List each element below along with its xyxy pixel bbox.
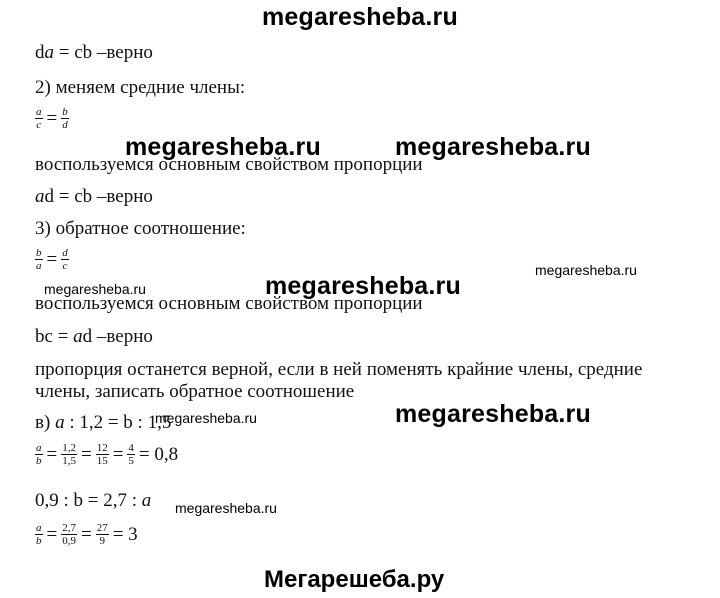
fraction xyxy=(61,106,69,131)
fraction xyxy=(35,247,43,272)
denominator: c xyxy=(36,119,42,131)
denominator: 1,5 xyxy=(62,455,76,467)
text-line-5: 3) обратное соотношение: xyxy=(35,218,246,239)
text-line-4 xyxy=(35,186,153,208)
fraction xyxy=(35,442,43,467)
watermark-small-4: megaresheba.ru xyxy=(175,500,277,516)
fraction xyxy=(35,106,43,131)
text-pre: в) xyxy=(35,412,56,433)
fraction xyxy=(61,522,77,547)
denominator: 9 xyxy=(99,535,105,547)
var-a: a xyxy=(55,412,65,433)
equals: = xyxy=(46,248,58,270)
text-line-11 xyxy=(35,490,151,512)
watermark-small-1: megaresheba.ru xyxy=(535,262,637,278)
denominator: 0,9 xyxy=(62,535,76,547)
denominator: b xyxy=(36,455,42,467)
var-a: a xyxy=(44,42,54,63)
numerator: d xyxy=(62,247,68,259)
text-line-3: воспользуемся основным свойством пропорции xyxy=(35,154,423,175)
denominator: 15 xyxy=(96,455,108,467)
fraction xyxy=(96,522,109,547)
numerator: 2,7 xyxy=(62,522,76,534)
watermark-2: megaresheba.ru xyxy=(395,133,591,161)
fraction xyxy=(127,442,135,467)
numerator: 27 xyxy=(96,522,108,534)
watermark-1: megaresheba.ru xyxy=(125,133,321,161)
fraction xyxy=(96,442,109,467)
text-line-1 xyxy=(35,42,153,64)
text-pre: bc = xyxy=(35,326,74,347)
fraction xyxy=(35,522,43,547)
watermark-small-3: megaresheba.ru xyxy=(155,410,257,426)
watermark-3: megaresheba.ru xyxy=(265,272,461,300)
text-rest: d = cb –верно xyxy=(44,186,153,207)
equals: = xyxy=(46,443,58,465)
text-eq: = cb –верно xyxy=(54,42,153,63)
var-a: a xyxy=(141,490,152,511)
formula-3 xyxy=(35,442,182,467)
watermark-small-2: megaresheba.ru xyxy=(44,281,146,297)
text-d: d xyxy=(35,42,45,63)
fraction xyxy=(61,247,69,272)
text-pre: 0,9 : b = 2,7 : xyxy=(35,490,142,511)
var-a: a xyxy=(35,186,45,207)
text-post: : 1,2 = b : 1,5 xyxy=(64,412,172,433)
formula-4 xyxy=(35,522,142,547)
text-post: d –верно xyxy=(82,326,153,347)
text-line-2: 2) меняем средние члены: xyxy=(35,77,246,98)
text-line-8: пропорция останется верной, если в ней поменять крайние члены, средние xyxy=(35,359,643,380)
numerator: a xyxy=(36,106,42,118)
header-watermark: megaresheba.ru xyxy=(262,3,458,31)
denominator: c xyxy=(62,260,68,272)
formula-1 xyxy=(35,106,69,131)
watermark-4: megaresheba.ru xyxy=(395,400,591,428)
fraction xyxy=(61,442,77,467)
numerator: 4 xyxy=(128,442,134,454)
equals: = xyxy=(46,523,58,545)
equals: = xyxy=(112,443,124,465)
denominator: b xyxy=(36,535,42,547)
numerator: 1,2 xyxy=(62,442,76,454)
result: = 0,8 xyxy=(138,443,179,465)
equals: = xyxy=(46,107,58,129)
text-line-9: члены, записать обратное соотношение xyxy=(35,381,355,402)
denominator: 5 xyxy=(128,455,134,467)
formula-2 xyxy=(35,247,69,272)
numerator: a xyxy=(36,442,42,454)
denominator: a xyxy=(36,260,42,272)
numerator: a xyxy=(36,522,42,534)
numerator: 12 xyxy=(96,442,108,454)
equals: = xyxy=(80,443,92,465)
text-line-6: воспользуемся основным свойством пропорции xyxy=(35,293,423,314)
equals: = xyxy=(80,523,92,545)
result: = 3 xyxy=(112,523,138,545)
footer-brand: Мегарешеба.ру xyxy=(264,566,445,593)
text-line-10 xyxy=(35,412,171,434)
var-a: a xyxy=(73,326,83,347)
numerator: b xyxy=(36,247,42,259)
denominator: d xyxy=(62,119,68,131)
text-line-7 xyxy=(35,326,153,348)
numerator: b xyxy=(62,106,68,118)
